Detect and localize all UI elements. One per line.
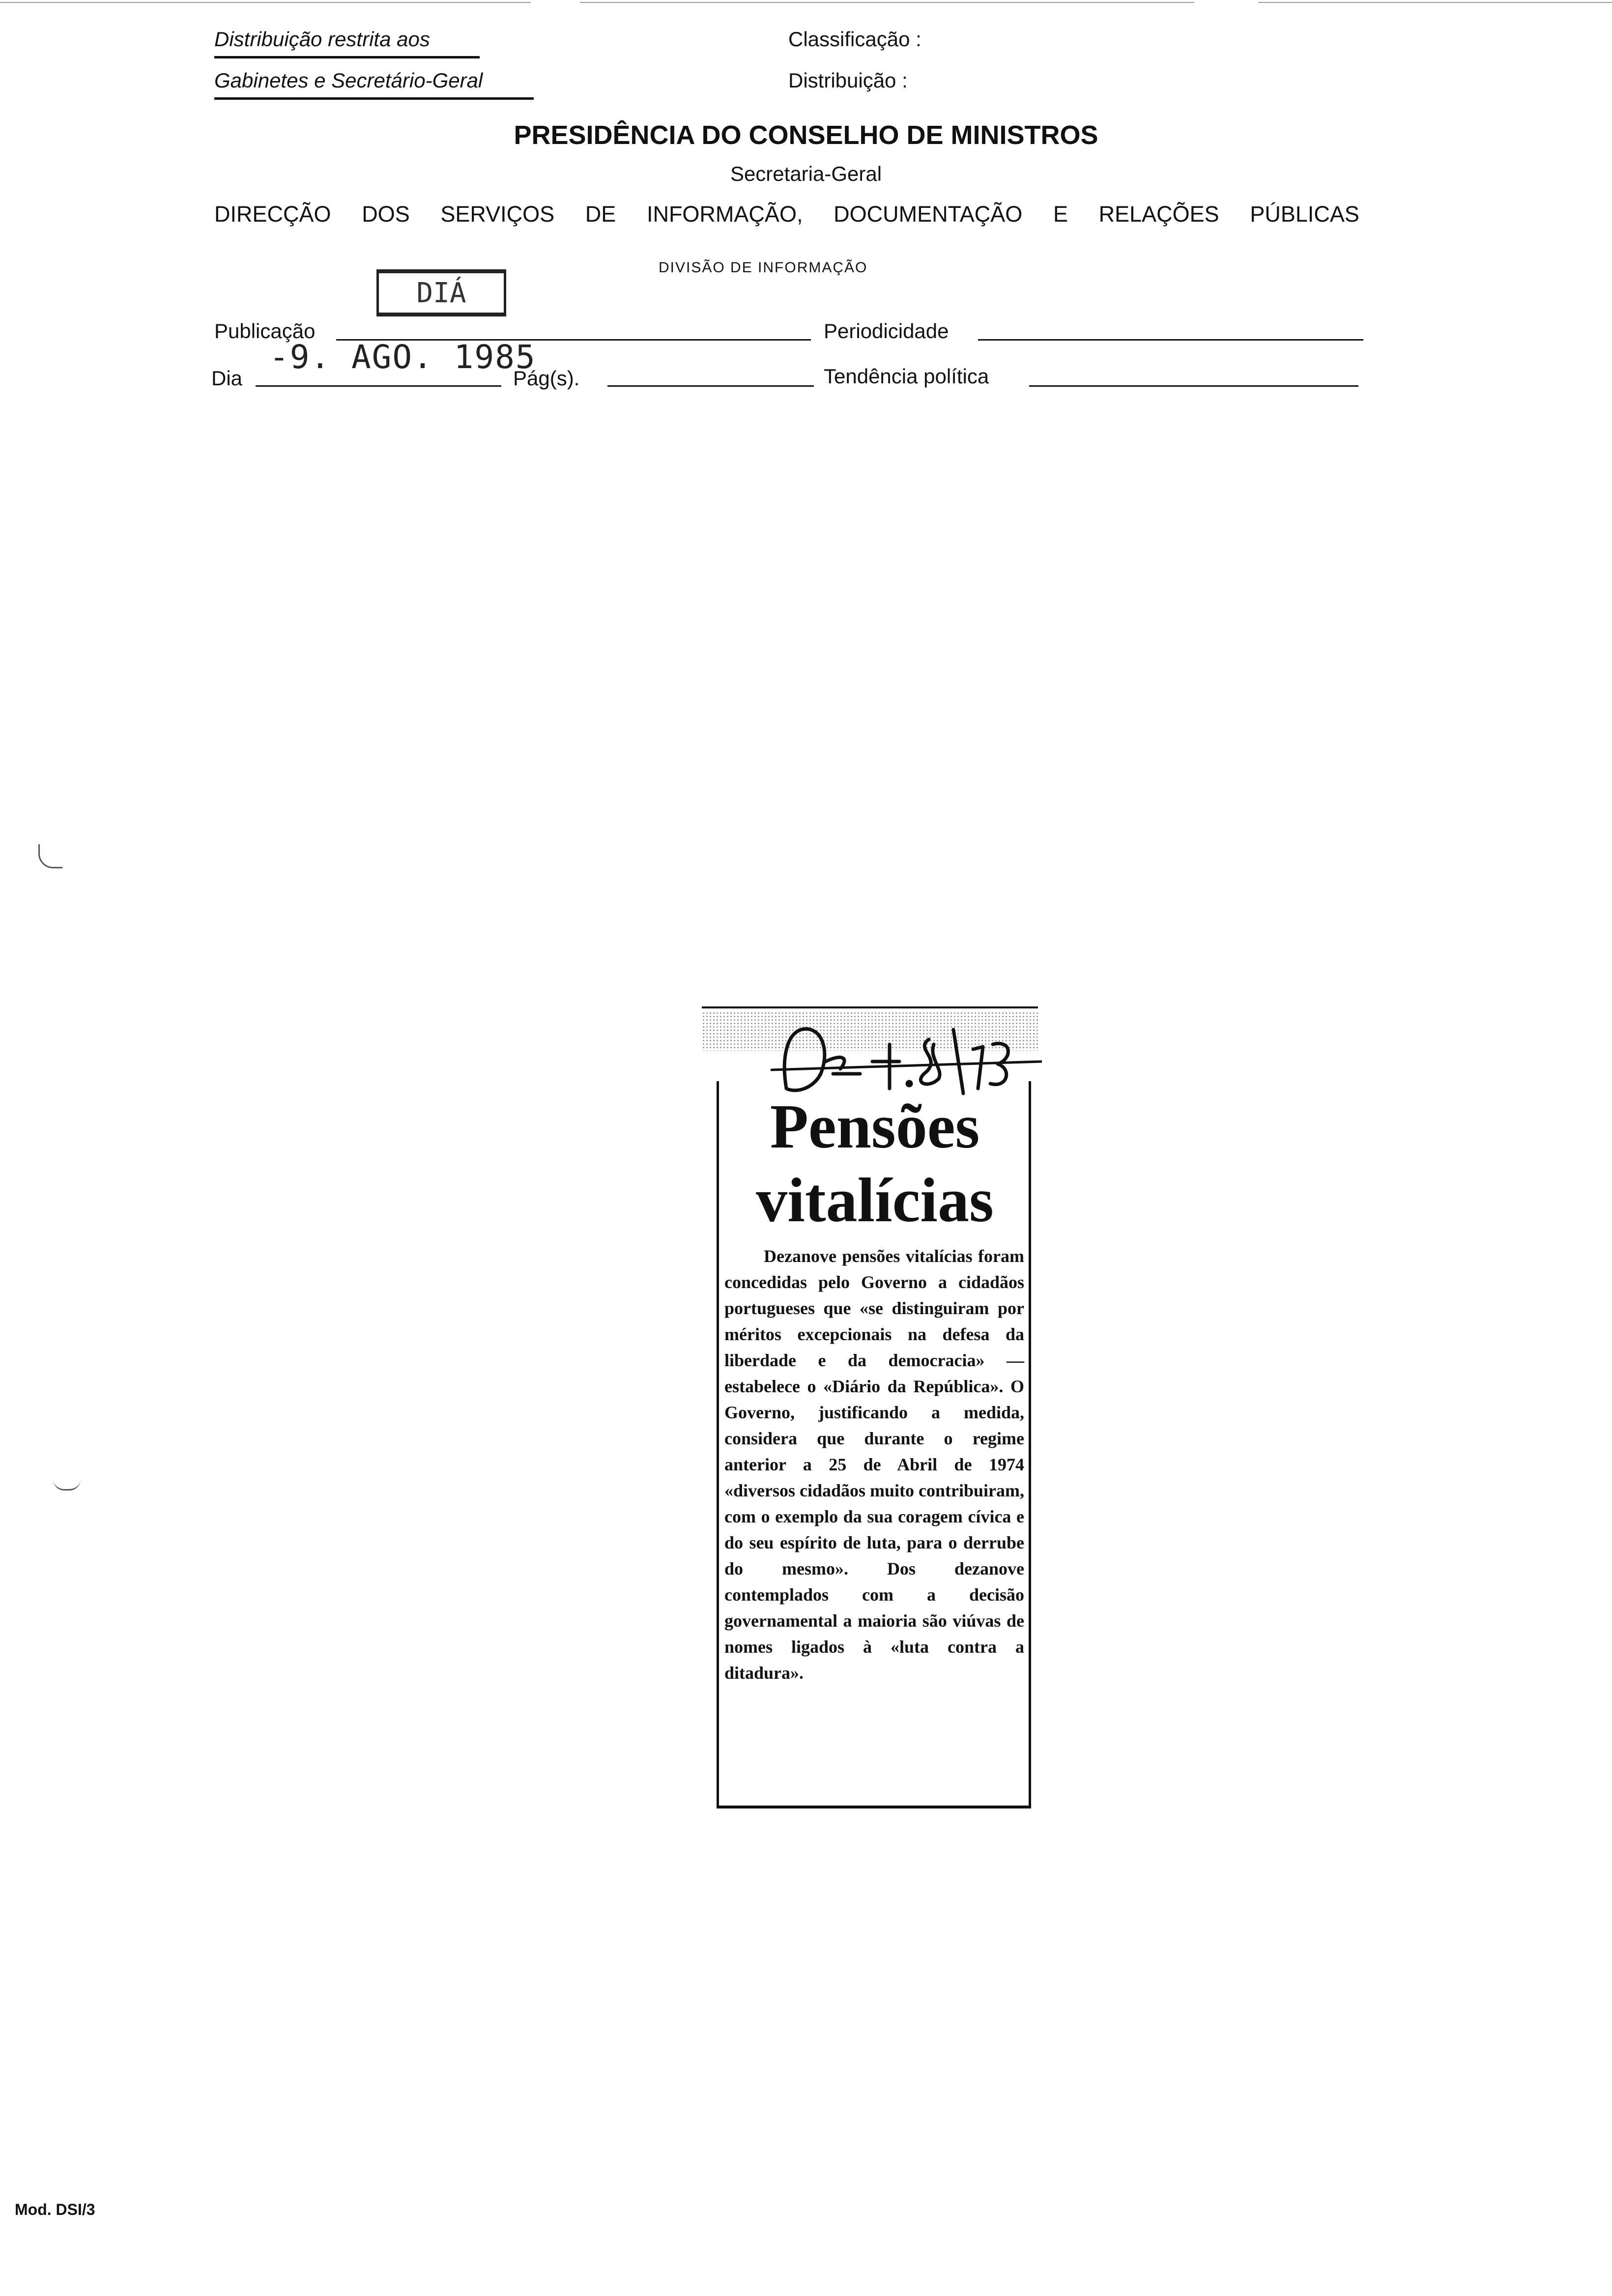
clipping-top-rule — [702, 1006, 1038, 1008]
distribuicao-label: Distribuição : — [788, 69, 908, 92]
dia-field-line — [256, 385, 501, 387]
page-title: PRESIDÊNCIA DO CONSELHO DE MINISTROS — [514, 120, 1098, 150]
tendencia-label: Tendência política — [824, 365, 989, 388]
distribution-underline — [214, 56, 480, 58]
scan-mark — [38, 844, 62, 868]
publicacao-label: Publicação — [214, 319, 316, 343]
distribution-line-1: Distribuição restrita aos — [214, 28, 430, 51]
scan-mark — [53, 1479, 81, 1491]
direccao-word: DIRECÇÃO — [214, 201, 331, 227]
pags-label: Pág(s). — [513, 367, 580, 390]
direccao-word: DOS — [362, 201, 410, 227]
distribution-underline — [214, 97, 534, 100]
pags-field-line — [607, 385, 814, 387]
article-body: Dezanove pensões vitalícias foram concedidas pelo Governo a cidadãos portugueses que «se distinguiram por méritos excepcionais na defesa da liberdade e da democracia» — estabelece o «Diário da República». O Governo, justificando a medida, considera que durante o regime anterior a 25 de Abril de 1974 «diversos cidadãos muito contribuiram, com o exemplo da sua coragem cívica e do seu espírito de luta, para o derrube do mesmo». Dos dezanove contemplados com a decisão governamental a maioria são viúvas de nomes ligados à «luta contra a ditadura». — [724, 1246, 1025, 1683]
page-subtitle: Secretaria-Geral — [730, 162, 882, 185]
dia-label: Dia — [211, 367, 243, 390]
scan-edge-line — [1258, 2, 1612, 3]
direccao-word: INFORMAÇÃO, — [646, 201, 803, 227]
dia-date-stamp: -9. AGO. 1985 — [269, 338, 536, 376]
direccao-word: PÚBLICAS — [1250, 201, 1359, 227]
handwritten-date-annotation — [767, 1015, 1042, 1098]
headline-line-2: vitalícias — [756, 1165, 994, 1235]
divisao-heading: DIVISÃO DE INFORMAÇÃO — [659, 259, 868, 276]
direccao-word: DE — [585, 201, 616, 227]
periodicidade-label: Periodicidade — [824, 319, 949, 343]
publicacao-stamp: DIÁ — [376, 269, 506, 316]
direccao-word: SERVIÇOS — [440, 201, 555, 227]
periodicidade-field-line — [978, 339, 1363, 341]
direccao-word: E — [1053, 201, 1068, 227]
scan-edge-line — [0, 2, 531, 3]
scan-edge-line — [580, 2, 1194, 3]
distribution-line-2: Gabinetes e Secretário-Geral — [214, 69, 483, 92]
classificacao-label: Classificação : — [788, 28, 921, 51]
form-model-code: Mod. DSI/3 — [15, 2201, 95, 2218]
tendencia-field-line — [1029, 385, 1358, 387]
direccao-word: DOCUMENTAÇÃO — [834, 201, 1023, 227]
direccao-heading — [214, 201, 1359, 227]
direccao-word: RELAÇÕES — [1098, 201, 1219, 227]
headline-line-1: Pensões — [770, 1091, 980, 1161]
